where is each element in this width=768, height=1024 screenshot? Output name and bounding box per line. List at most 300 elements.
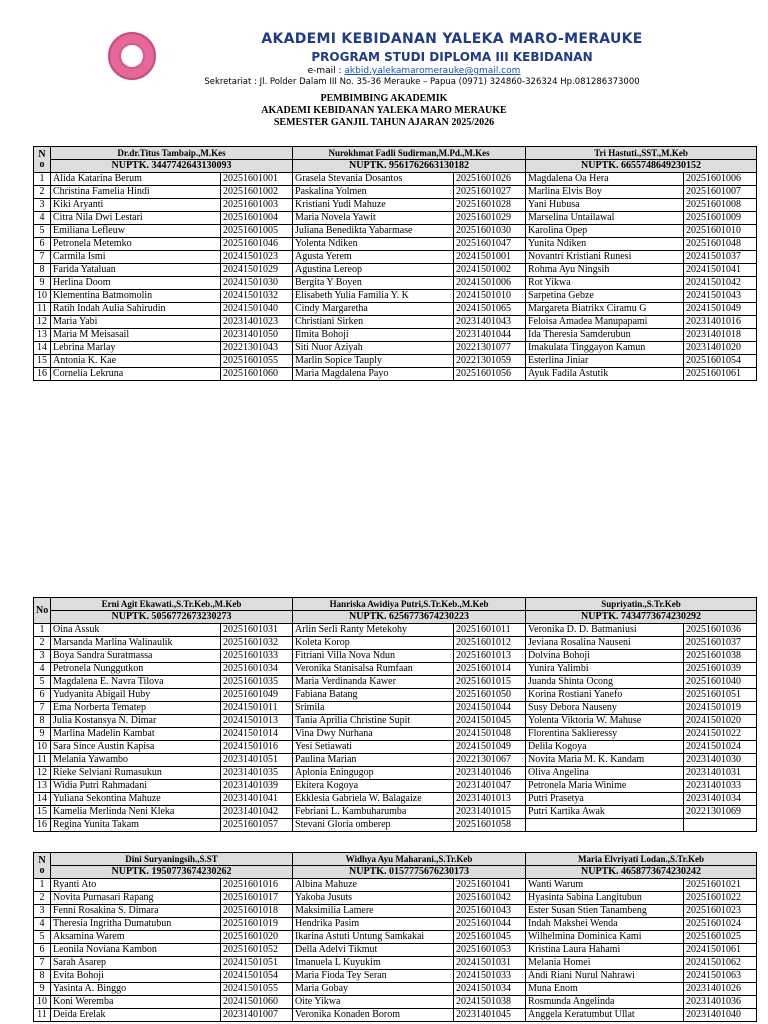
student-name: Susy Debora Nauseny	[526, 702, 684, 715]
student-name	[526, 819, 684, 832]
table-row	[34, 199, 757, 212]
student-name: Ema Norberta Tematep	[51, 702, 221, 715]
student-nim: 20241501002	[454, 264, 526, 277]
row-number: 4	[34, 918, 51, 931]
row-number: 4	[34, 212, 51, 225]
table-row	[34, 238, 757, 251]
student-nim: 20241501051	[221, 957, 293, 970]
student-nim: 20251601018	[221, 905, 293, 918]
number-header: N o	[34, 853, 51, 879]
student-name: Sarpetina Gebze	[526, 290, 684, 303]
student-nim: 20251601037	[684, 637, 757, 650]
student-name: Aplonia Eningugop	[293, 767, 454, 780]
row-number: 13	[34, 780, 51, 793]
student-name: Yudyanita Abigail Huby	[51, 689, 221, 702]
student-nim: 20231401034	[684, 793, 757, 806]
student-nim: 20241501045	[454, 715, 526, 728]
student-name: Margareta Biatrikx Ciramu G	[526, 303, 684, 316]
student-name: Febriani L. Kambuharumba	[293, 806, 454, 819]
advisor-table-1	[33, 146, 757, 381]
student-nim: 20231401020	[684, 342, 757, 355]
table-row	[34, 637, 757, 650]
student-name: Jeviana Rosalina Nauseni	[526, 637, 684, 650]
student-name: Marlin Sopice Tauply	[293, 355, 454, 368]
student-name: Yasinta A. Binggo	[51, 983, 221, 996]
student-nim: 20221301077	[454, 342, 526, 355]
table-row	[34, 650, 757, 663]
student-name: Hyasinta Sabina Langitubun	[526, 892, 684, 905]
student-nim: 20231401016	[684, 316, 757, 329]
lecturer-name: Tri Hastuti.,SST.,M.Keb	[526, 147, 757, 160]
row-number: 8	[34, 264, 51, 277]
student-name: Sara Since Austin Kapisa	[51, 741, 221, 754]
student-nim: 20251601024	[684, 918, 757, 931]
email-link[interactable]: akbid.yalekamaromerauke@gmail.com	[344, 66, 521, 76]
student-name: Kamelia Merlinda Neni Kleka	[51, 806, 221, 819]
student-nim: 20251601045	[454, 931, 526, 944]
title-line: SEMESTER GANJIL TAHUN AJARAN 2025/2026	[273, 117, 495, 128]
student-name: Maria Yabi	[51, 316, 221, 329]
student-nim: 20231401046	[454, 767, 526, 780]
student-name: Widia Putri Rahmadani	[51, 780, 221, 793]
row-number: 7	[34, 957, 51, 970]
table-row	[34, 173, 757, 186]
student-nim: 20241501029	[221, 264, 293, 277]
row-number: 9	[34, 277, 51, 290]
student-nim: 20241501016	[221, 741, 293, 754]
student-nim: 20251601012	[454, 637, 526, 650]
table-row	[34, 983, 757, 996]
table-row	[34, 944, 757, 957]
lecturer-header-row	[34, 598, 757, 611]
nuptk-header-row	[34, 866, 757, 879]
student-name: Farida Yataluan	[51, 264, 221, 277]
student-nim: 20251601010	[684, 225, 757, 238]
table-row	[34, 793, 757, 806]
lecturer-name: Maria Elvriyati Lodan.,S.Tr.Keb	[526, 853, 757, 866]
student-name: Fenni Rosakina S. Dimara	[51, 905, 221, 918]
student-nim: 20241501020	[684, 715, 757, 728]
table-row	[34, 342, 757, 355]
student-nim: 20251601019	[221, 918, 293, 931]
student-name: Christiani Sirken	[293, 316, 454, 329]
row-number: 10	[34, 996, 51, 1009]
student-name: Feloisa Amadea Manupapami	[526, 316, 684, 329]
row-number: 7	[34, 702, 51, 715]
lecturer-nuptk: NUPTK. 0157775676230173	[293, 866, 526, 879]
table-row	[34, 892, 757, 905]
student-nim: 20241501043	[684, 290, 757, 303]
student-nim: 20251601007	[684, 186, 757, 199]
student-name: Aksamina Warem	[51, 931, 221, 944]
student-nim: 20231401036	[684, 996, 757, 1009]
document-title	[0, 93, 768, 129]
student-name: Melania Yawambo	[51, 754, 221, 767]
row-number: 3	[34, 650, 51, 663]
student-nim: 20231401007	[221, 1009, 293, 1022]
student-name: Yolenta Ndiken	[293, 238, 454, 251]
row-number: 6	[34, 944, 51, 957]
student-nim: 20241501001	[454, 251, 526, 264]
row-number: 8	[34, 715, 51, 728]
table-row	[34, 767, 757, 780]
student-name: Esterlina Jiniar	[526, 355, 684, 368]
lecturer-nuptk: NUPTK. 1950773674230262	[51, 866, 293, 879]
student-name: Rieke Selviani Rumasukun	[51, 767, 221, 780]
table-row	[34, 329, 757, 342]
student-nim: 20241501024	[684, 741, 757, 754]
student-name: Juanda Shinta Ocong	[526, 676, 684, 689]
student-nim: 20251601058	[454, 819, 526, 832]
student-name: Dolvina Bohoji	[526, 650, 684, 663]
table-row	[34, 970, 757, 983]
row-number: 2	[34, 892, 51, 905]
student-name: Veronika Stanisalsa Rumfaan	[293, 663, 454, 676]
student-nim: 20251601041	[454, 879, 526, 892]
student-nim: 20241501061	[684, 944, 757, 957]
row-number: 16	[34, 819, 51, 832]
student-name: Delila Kogoya	[526, 741, 684, 754]
student-nim: 20231401023	[221, 316, 293, 329]
student-name: Herlina Doom	[51, 277, 221, 290]
student-nim	[684, 819, 757, 832]
student-name: Cornelia Lekruna	[51, 368, 221, 381]
table-row	[34, 931, 757, 944]
student-name: Veronika D. D. Batmaniusi	[526, 624, 684, 637]
student-name: Koni Weremba	[51, 996, 221, 1009]
student-name: Kiki Aryanti	[51, 199, 221, 212]
student-nim: 20251601005	[221, 225, 293, 238]
student-nim: 20251601039	[684, 663, 757, 676]
student-nim: 20251601052	[221, 944, 293, 957]
row-number: 16	[34, 368, 51, 381]
student-nim: 20241501038	[454, 996, 526, 1009]
row-number: 5	[34, 931, 51, 944]
row-number: 3	[34, 199, 51, 212]
lecturer-nuptk: NUPTK. 5056772673230273	[51, 611, 293, 624]
student-nim: 20231401035	[221, 767, 293, 780]
row-number: 6	[34, 689, 51, 702]
row-number: 11	[34, 303, 51, 316]
student-nim: 20241501031	[454, 957, 526, 970]
student-name: Ilmita Bohoji	[293, 329, 454, 342]
student-nim: 20251601034	[221, 663, 293, 676]
student-name: Ikarina Astuti Untung Samkakai	[293, 931, 454, 944]
table-row	[34, 277, 757, 290]
student-name: Koleta Korop	[293, 637, 454, 650]
row-number: 10	[34, 290, 51, 303]
row-number: 13	[34, 329, 51, 342]
student-nim: 20251601002	[221, 186, 293, 199]
student-name: Yesi Setiawati	[293, 741, 454, 754]
row-number: 10	[34, 741, 51, 754]
student-name: Alida Katarina Berum	[51, 173, 221, 186]
institution-name: AKADEMI KEBIDANAN YALEKA MARO-MERAUKE	[261, 31, 643, 47]
student-nim: 20251601032	[221, 637, 293, 650]
student-name: Maria Magdalena Payo	[293, 368, 454, 381]
student-nim: 20251601047	[454, 238, 526, 251]
student-nim: 20251601015	[454, 676, 526, 689]
student-name: Deida Erelak	[51, 1009, 221, 1022]
student-name: Yakoba Jusuts	[293, 892, 454, 905]
student-name: Anggela Keratumbut Ullat	[526, 1009, 684, 1022]
student-name: Cindy Margaretha	[293, 303, 454, 316]
student-name: Citra Nila Dwi Lestari	[51, 212, 221, 225]
row-number: 14	[34, 342, 51, 355]
student-nim: 20241501033	[454, 970, 526, 983]
table-row	[34, 663, 757, 676]
table-row	[34, 715, 757, 728]
student-name: Leonila Noviana Kambon	[51, 944, 221, 957]
student-nim: 20251601050	[454, 689, 526, 702]
student-nim: 20251601036	[684, 624, 757, 637]
email-line	[0, 66, 768, 76]
student-name: Ayuk Fadila Astutik	[526, 368, 684, 381]
student-nim: 20241501040	[221, 303, 293, 316]
student-name: Marselina Untailawal	[526, 212, 684, 225]
number-header: No	[34, 598, 51, 624]
row-number: 7	[34, 251, 51, 264]
student-nim: 20251601008	[684, 199, 757, 212]
student-nim: 20251601009	[684, 212, 757, 225]
row-number: 5	[34, 225, 51, 238]
student-name: Novita Purnasari Rapang	[51, 892, 221, 905]
nuptk-header-row	[34, 611, 757, 624]
table-row	[34, 905, 757, 918]
table-row	[34, 225, 757, 238]
student-name: Oina Assuk	[51, 624, 221, 637]
row-number: 1	[34, 879, 51, 892]
student-nim: 20231401026	[684, 983, 757, 996]
student-name: Antonia K. Kae	[51, 355, 221, 368]
student-nim: 20241501049	[454, 741, 526, 754]
student-name: Novantri Kristiani Runesi	[526, 251, 684, 264]
student-name: Grasela Stevania Dosantos	[293, 173, 454, 186]
student-name: Kristiani Yudi Mahuze	[293, 199, 454, 212]
student-name: Imanuela L Kuyukim	[293, 957, 454, 970]
student-name: Maria Fioda Tey Seran	[293, 970, 454, 983]
student-nim: 20241501010	[454, 290, 526, 303]
student-nim: 20251601043	[454, 905, 526, 918]
student-nim: 20251601040	[684, 676, 757, 689]
student-nim: 20251601033	[221, 650, 293, 663]
table-row	[34, 806, 757, 819]
student-nim: 20231401033	[684, 780, 757, 793]
student-name: Petronela Nunggutkon	[51, 663, 221, 676]
table-row	[34, 689, 757, 702]
student-nim: 20251601055	[221, 355, 293, 368]
student-nim: 20251601014	[454, 663, 526, 676]
row-number: 11	[34, 754, 51, 767]
student-nim: 20251601021	[684, 879, 757, 892]
student-nim: 20251601049	[221, 689, 293, 702]
student-name: Albina Mahuze	[293, 879, 454, 892]
table-row	[34, 290, 757, 303]
row-number: 12	[34, 316, 51, 329]
address-line: Sekretariat : Jl. Polder Dalam III No. 35-36 Merauke – Papua (0971) 324860-326324 Hp.081286373000	[204, 77, 640, 87]
student-name: Christina Famelia Hindi	[51, 186, 221, 199]
student-name: Kristina Laura Hahami	[526, 944, 684, 957]
student-nim: 20251601023	[684, 905, 757, 918]
student-name: Putri Kartika Awak	[526, 806, 684, 819]
lecturer-nuptk: NUPTK. 6256773674230223	[293, 611, 526, 624]
student-name: Muna Enom	[526, 983, 684, 996]
student-name: Florentina Saklieressy	[526, 728, 684, 741]
student-name: Juliana Benedikta Yabarmase	[293, 225, 454, 238]
student-nim: 20241501062	[684, 957, 757, 970]
student-nim: 20251601006	[684, 173, 757, 186]
student-nim: 20221301043	[221, 342, 293, 355]
student-nim: 20251601053	[454, 944, 526, 957]
student-name: Melania Homei	[526, 957, 684, 970]
row-number: 5	[34, 676, 51, 689]
title-line: AKADEMI KEBIDANAN YALEKA MARO MERAUKE	[261, 105, 507, 116]
lecturer-name: Widhya Ayu Maharani.,S.Tr.Keb	[293, 853, 526, 866]
student-nim: 20251601061	[684, 368, 757, 381]
student-nim: 20251601028	[454, 199, 526, 212]
student-name: Regina Yunita Takam	[51, 819, 221, 832]
student-name: Agustina Lereop	[293, 264, 454, 277]
student-name: Boya Sandra Suratmassa	[51, 650, 221, 663]
student-name: Evita Bohoji	[51, 970, 221, 983]
student-name: Paskalina Yolmen	[293, 186, 454, 199]
lecturer-nuptk: NUPTK. 9561762663130182	[293, 160, 526, 173]
student-nim: 20231401050	[221, 329, 293, 342]
student-name: Maria M Meisasail	[51, 329, 221, 342]
student-nim: 20241501030	[221, 277, 293, 290]
lecturer-name: Dr.dr.Titus Tambaip.,M.Kes	[51, 147, 293, 160]
student-nim: 20231401031	[684, 767, 757, 780]
student-name: Imakulata Tinggayon Kamun	[526, 342, 684, 355]
student-nim: 20231401018	[684, 329, 757, 342]
student-name: Arlin Serli Ranty Metekohy	[293, 624, 454, 637]
student-nim: 20251601001	[221, 173, 293, 186]
student-nim: 20231401047	[454, 780, 526, 793]
student-nim: 20231401030	[684, 754, 757, 767]
student-nim: 20251601025	[684, 931, 757, 944]
student-nim: 20241501013	[221, 715, 293, 728]
student-name: Maksimilia Lamere	[293, 905, 454, 918]
student-name: Fabiana Batang	[293, 689, 454, 702]
student-nim: 20251601022	[684, 892, 757, 905]
lecturer-name: Supriyatin.,S.Tr.Keb	[526, 598, 757, 611]
student-nim: 20241501011	[221, 702, 293, 715]
table-row	[34, 957, 757, 970]
advisor-table-3	[33, 852, 757, 1022]
table-row	[34, 1009, 757, 1022]
student-nim: 20241501055	[221, 983, 293, 996]
student-name: Marlina Madelin Kambat	[51, 728, 221, 741]
student-name: Stevani Gloria omberep	[293, 819, 454, 832]
student-name: Marsanda Marlina Walinaulik	[51, 637, 221, 650]
student-nim: 20231401043	[454, 316, 526, 329]
student-nim: 20251601029	[454, 212, 526, 225]
row-number: 9	[34, 983, 51, 996]
student-name: Petronela Metemko	[51, 238, 221, 251]
student-name: Julia Kostansya N. Dimar	[51, 715, 221, 728]
student-name: Srimila	[293, 702, 454, 715]
row-number: 8	[34, 970, 51, 983]
student-nim: 20241501065	[454, 303, 526, 316]
student-nim: 20231401044	[454, 329, 526, 342]
row-number: 2	[34, 186, 51, 199]
lecturer-nuptk: NUPTK. 3447742643130093	[51, 160, 293, 173]
email-label: e-mail :	[307, 66, 345, 76]
student-name: Yunita Ndiken	[526, 238, 684, 251]
lecturer-name: Dini Suryaningsih.,S.ST	[51, 853, 293, 866]
table-row	[34, 676, 757, 689]
student-nim: 20251601013	[454, 650, 526, 663]
student-name: Fitriani Villa Nova Ndun	[293, 650, 454, 663]
student-name: Ekklesia Gabriela W. Balagaize	[293, 793, 454, 806]
student-nim: 20241501054	[221, 970, 293, 983]
table-row	[34, 702, 757, 715]
student-nim: 20251601051	[684, 689, 757, 702]
student-name: Agusta Yerem	[293, 251, 454, 264]
student-nim: 20251601011	[454, 624, 526, 637]
student-nim: 20241501048	[454, 728, 526, 741]
row-number: 15	[34, 355, 51, 368]
number-header: N o	[34, 147, 51, 173]
student-name: Ester Susan Stien Tanambeng	[526, 905, 684, 918]
student-nim: 20251601057	[221, 819, 293, 832]
table-row	[34, 264, 757, 277]
student-nim: 20251601026	[454, 173, 526, 186]
lecturer-nuptk: NUPTK. 7434773674230292	[526, 611, 757, 624]
student-name: Petronela Maria Winime	[526, 780, 684, 793]
student-name: Oliva Angelina	[526, 767, 684, 780]
student-name: Maria Verdinanda Kawer	[293, 676, 454, 689]
row-number: 6	[34, 238, 51, 251]
table-row	[34, 996, 757, 1009]
student-name: Oite Yikwa	[293, 996, 454, 1009]
lecturer-header-row	[34, 147, 757, 160]
student-name: Wilhelmina Dominica Kami	[526, 931, 684, 944]
table-row	[34, 780, 757, 793]
table-row	[34, 316, 757, 329]
student-name: Andi Riani Nurul Nahrawi	[526, 970, 684, 983]
student-nim: 20241501044	[454, 702, 526, 715]
student-name: Indah Makshei Wenda	[526, 918, 684, 931]
row-number: 1	[34, 173, 51, 186]
row-number: 9	[34, 728, 51, 741]
row-number: 4	[34, 663, 51, 676]
student-nim: 20241501060	[221, 996, 293, 1009]
student-name: Theresia Ingritha Dumatubun	[51, 918, 221, 931]
student-nim: 20251601038	[684, 650, 757, 663]
row-number: 3	[34, 905, 51, 918]
student-name: Elisabeth Yulia Familia Y. K	[293, 290, 454, 303]
table-row	[34, 186, 757, 199]
row-number: 15	[34, 806, 51, 819]
nuptk-header-row	[34, 160, 757, 173]
student-name: Ratih Indah Aulia Sahirudin	[51, 303, 221, 316]
student-name: Hendrika Pasim	[293, 918, 454, 931]
table-row	[34, 303, 757, 316]
student-name: Yolenta Viktoria W. Mahuse	[526, 715, 684, 728]
student-name: Yani Hubusa	[526, 199, 684, 212]
row-number: 1	[34, 624, 51, 637]
student-nim: 20231401041	[221, 793, 293, 806]
student-name: Paulina Marian	[293, 754, 454, 767]
lecturer-nuptk: NUPTK. 6655748649230152	[526, 160, 757, 173]
student-nim: 20241501049	[684, 303, 757, 316]
student-nim: 20231401040	[684, 1009, 757, 1022]
table-row	[34, 879, 757, 892]
student-name: Carmila Ismi	[51, 251, 221, 264]
row-number: 12	[34, 767, 51, 780]
row-number: 14	[34, 793, 51, 806]
